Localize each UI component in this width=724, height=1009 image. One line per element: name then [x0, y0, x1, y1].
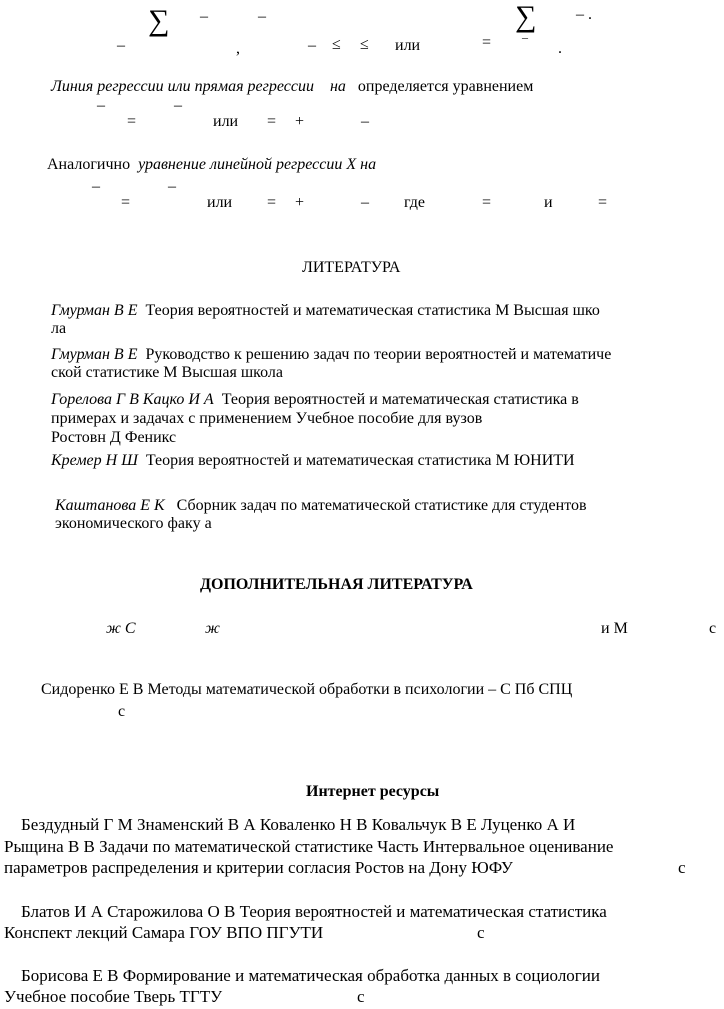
eq1-bar: –	[97, 97, 105, 114]
eq2-equals: =	[267, 194, 277, 211]
literature-title: Руководство к решению задач по теории вероятностей и математиче	[145, 346, 612, 363]
internet-entry-line: Учебное пособие Тверь ТГТУ	[4, 987, 223, 1006]
formula-period: .	[558, 40, 562, 57]
sigma-symbol-right: ∑	[515, 0, 537, 33]
regression-definition	[51, 78, 533, 96]
eq1-plus: +	[295, 113, 305, 130]
regression-x-normal: Аналогично	[47, 156, 131, 173]
literature-item	[55, 497, 717, 533]
regression-italic-na: на	[329, 78, 346, 95]
eq2-bar: –	[168, 178, 176, 195]
formula-dash: –	[200, 8, 208, 25]
eq1-equals: =	[127, 113, 137, 130]
formula-leq: ≤	[332, 36, 341, 53]
eq1-bar: –	[174, 97, 182, 114]
internet-entry-tail: с	[678, 858, 686, 877]
eq2-and: и	[544, 194, 553, 211]
literature-continuation: экономического факу а	[55, 515, 212, 532]
additional-fragment: ж С	[106, 620, 136, 637]
literature-author: Кремер Н Ш	[51, 452, 138, 469]
literature-author: Гмурман В Е	[51, 346, 138, 363]
regression-normal: определяется уравнением	[357, 78, 534, 95]
literature-author: Гмурман В Е	[51, 302, 138, 319]
literature-continuation: ской статистике М Высшая школа	[51, 364, 283, 381]
eq2-equals: =	[598, 194, 608, 211]
literature-continuation: Ростовн Д Феникс	[51, 429, 177, 446]
eq2-minus: –	[361, 194, 369, 211]
formula-comma: ,	[236, 40, 240, 57]
internet-entry-tail: с	[357, 987, 365, 1006]
sidorenko-continuation: с	[118, 703, 126, 720]
internet-entry-line: Рыщина В В Задачи по математической статистике Часть Интервальное оценивание	[4, 837, 614, 856]
literature-title: Теория вероятностей и математическая статистика в	[221, 391, 579, 408]
additional-fragment: и М	[601, 620, 628, 637]
formula-tail: – .	[576, 6, 592, 23]
literature-continuation: примерах и задачах с применением Учебное пособие для вузов	[51, 410, 483, 427]
additional-fragment: с	[709, 620, 717, 637]
internet-entry-tail: с	[477, 923, 485, 942]
regression-x-definition	[47, 156, 376, 174]
literature-item	[51, 390, 717, 447]
eq2-equals: =	[121, 194, 131, 211]
formula-dash: –	[522, 30, 528, 44]
internet-entry-line: Конспект лекций Самара ГОУ ВПО ПГУТИ	[4, 923, 324, 942]
internet-entry-line: Блатов И А Старожилова О В Теория вероятностей и математическая статистика	[21, 902, 607, 921]
eq2-equals: =	[482, 194, 492, 211]
literature-title: Теория вероятностей и математическая статистика М Высшая шко	[145, 302, 600, 319]
literature-title: Теория вероятностей и математическая статистика М ЮНИТИ	[145, 452, 575, 469]
eq1-minus: –	[361, 113, 369, 130]
formula-dash: –	[308, 37, 316, 54]
sidorenko-reference: Сидоренко Е В Методы математической обработки в психологии – С Пб СПЦ	[41, 681, 573, 698]
eq2-bar: –	[92, 178, 100, 195]
literature-author: Горелова Г В Кацко И А	[51, 391, 214, 408]
internet-resources-heading: Интернет ресурсы	[306, 783, 440, 800]
literature-item	[51, 452, 717, 470]
formula-dash: –	[117, 37, 125, 54]
eq1-or: или	[213, 113, 239, 130]
literature-heading: ЛИТЕРАТУРА	[302, 259, 401, 276]
formula-leq: ≤	[360, 36, 369, 53]
formula-or: или	[395, 37, 421, 54]
additional-literature-heading: ДОПОЛНИТЕЛЬНАЯ ЛИТЕРАТУРА	[200, 576, 473, 593]
literature-item	[51, 346, 717, 382]
literature-item	[51, 302, 717, 338]
internet-entry-line: параметров распределения и критерии согласия Ростов на Дону ЮФУ	[4, 858, 513, 877]
literature-continuation: ла	[51, 320, 67, 337]
eq1-equals: =	[267, 113, 277, 130]
regression-italic: Линия регрессии или прямая регрессии	[51, 78, 314, 95]
formula-dash: –	[258, 8, 266, 25]
eq2-or: или	[207, 194, 233, 211]
literature-title: Сборник задач по математической статистике для студентов	[176, 497, 587, 514]
eq2-where: где	[404, 194, 426, 211]
formula-equals: =	[482, 34, 492, 51]
regression-x-italic: уравнение линейной регрессии X на	[138, 156, 377, 173]
internet-entry-line: Борисова Е В Формирование и математическая обработка данных в социологии	[21, 966, 600, 985]
literature-author: Каштанова Е К	[55, 497, 165, 514]
additional-fragment: ж	[205, 620, 220, 637]
eq2-plus: +	[295, 194, 305, 211]
internet-entry-line: Бездудный Г М Знаменский В А Коваленко Н В Ковальчук В Е Луценко А И	[21, 815, 576, 834]
sigma-symbol-left: ∑	[148, 4, 170, 37]
